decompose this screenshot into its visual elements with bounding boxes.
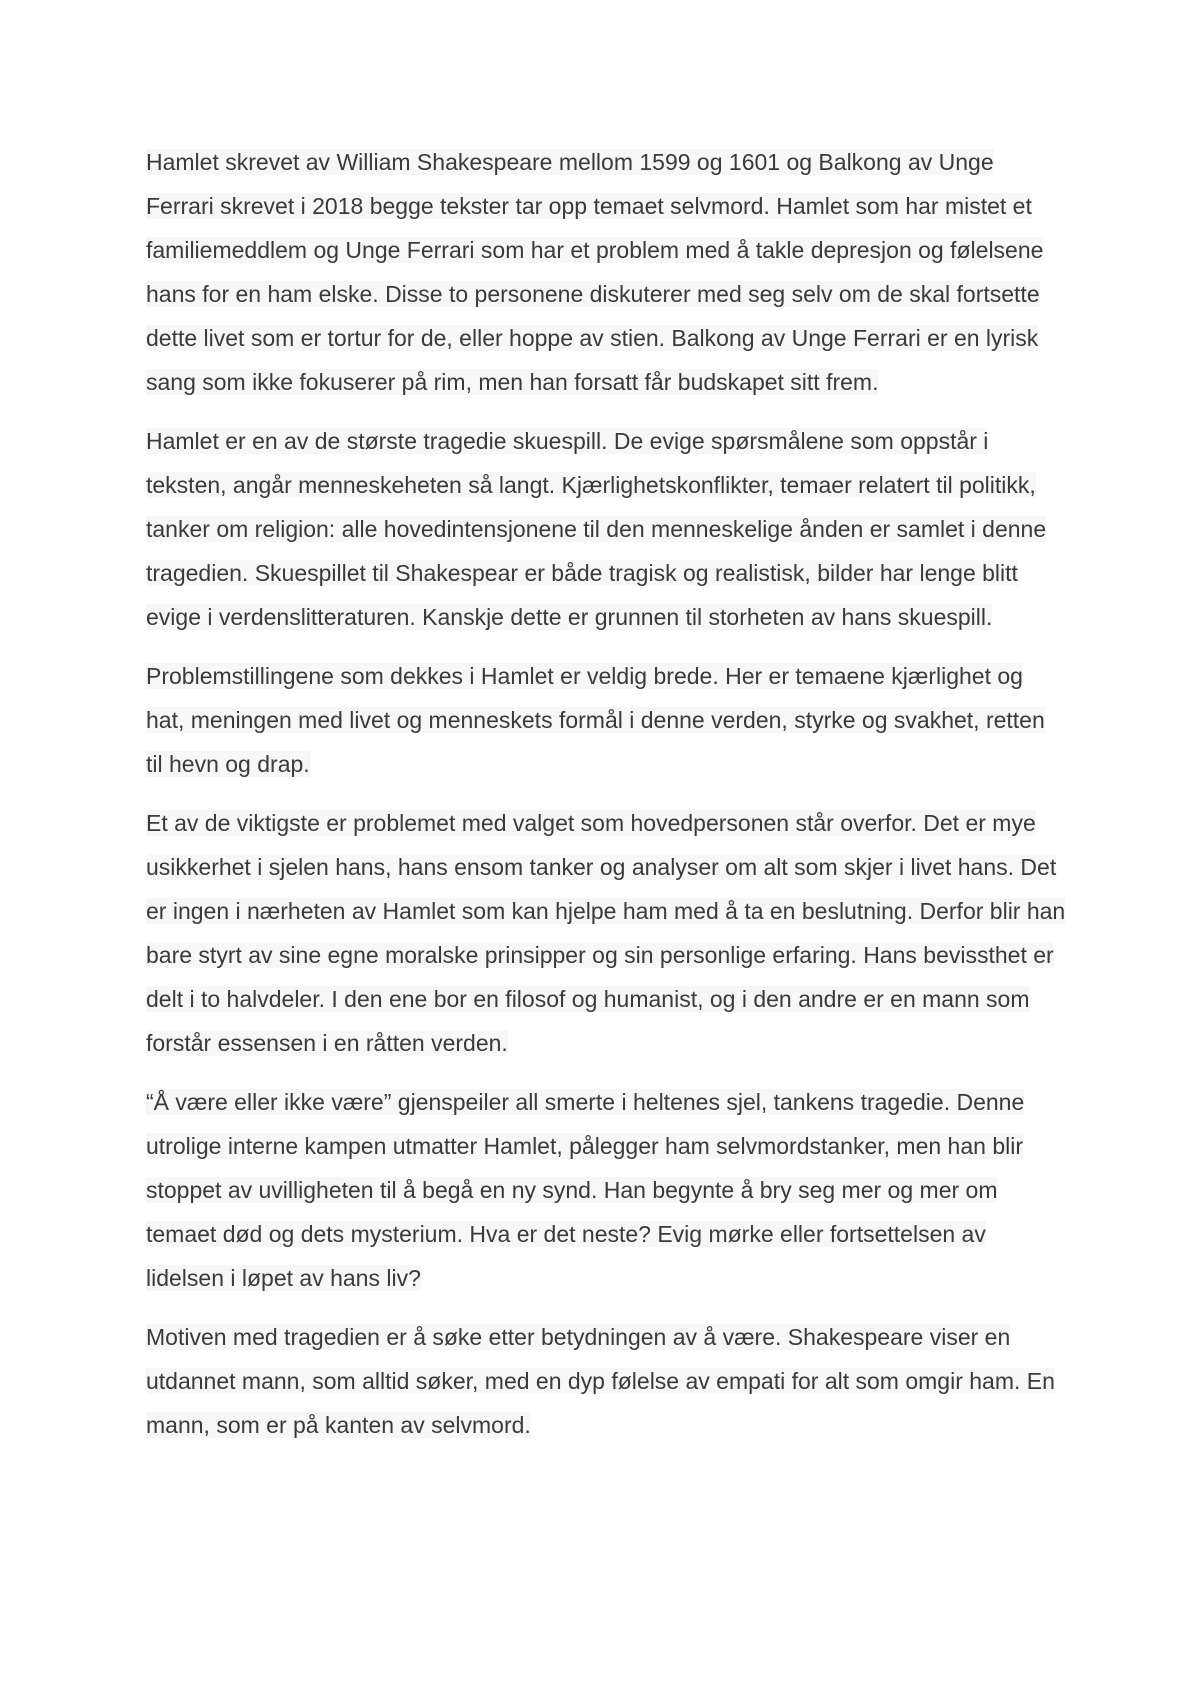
paragraph-4 [146,801,1066,1065]
paragraph-1-text: Hamlet skrevet av William Shakespeare mellom 1599 og 1601 og Balkong av Unge Ferrari skrevet i 2018 begge tekster tar opp temaet selvmord. Hamlet som har mistet et familiemeddlem og Unge Ferrari som har et problem med å takle depresjon og følelsene hans for en ham elske. Disse to personene diskuterer med seg selv om de skal fortsette dette livet som er tortur for de, eller hoppe av stien. Balkong av Unge Ferrari er en lyrisk sang som ikke fokuserer på rim, men han forsatt får budskapet sitt frem. [146,149,1044,395]
paragraph-6 [146,1315,1066,1447]
paragraph-3 [146,654,1066,786]
paragraph-2 [146,419,1066,639]
paragraph-5 [146,1080,1066,1300]
paragraph-5-text: “Å være eller ikke være” gjenspeiler all smerte i heltenes sjel, tankens tragedie. Denne utrolige interne kampen utmatter Hamlet, pålegger ham selvmordstanker, men han blir stoppet av uvilligheten til å begå en ny synd. Han begynte å bry seg mer og mer om temaet død og dets mysterium. Hva er det neste? Evig mørke eller fortsettelsen av lidelsen i løpet av hans liv? [146,1089,1025,1291]
document-body [146,140,1066,1462]
paragraph-3-text: Problemstillingene som dekkes i Hamlet er veldig brede. Her er temaene kjærlighet og hat, meningen med livet og menneskets formål i denne verden, styrke og svakhet, retten til hevn og drap. [146,663,1045,777]
paragraph-2-text: Hamlet er en av de største tragedie skuespill. De evige spørsmålene som oppstår i teksten, angår menneskeheten så langt. Kjærlighetskonflikter, temaer relatert til politikk, tanker om religion: alle hovedintensjonene til den menneskelige ånden er samlet i denne tragedien. Skuespillet til Shakespear er både tragisk og realistisk, bilder har lenge blitt evige i verdenslitteraturen. Kanskje dette er grunnen til storheten av hans skuespill. [146,428,1047,630]
paragraph-4-text: Et av de viktigste er problemet med valget som hovedpersonen står overfor. Det er mye usikkerhet i sjelen hans, hans ensom tanker og analyser om alt som skjer i livet hans. Det er ingen i nærheten av Hamlet som kan hjelpe ham med å ta en beslutning. Derfor blir han bare styrt av sine egne moralske prinsipper og sin personlige erfaring. Hans bevissthet er delt i to halvdeler. I den ene bor en filosof og humanist, og i den andre er en mann som forstår essensen i en råtten verden. [146,810,1066,1056]
paragraph-1 [146,140,1066,404]
paragraph-6-text: Motiven med tragedien er å søke etter betydningen av å være. Shakespeare viser en utdannet mann, som alltid søker, med en dyp følelse av empati for alt som omgir ham. En mann, som er på kanten av selvmord. [146,1324,1055,1438]
